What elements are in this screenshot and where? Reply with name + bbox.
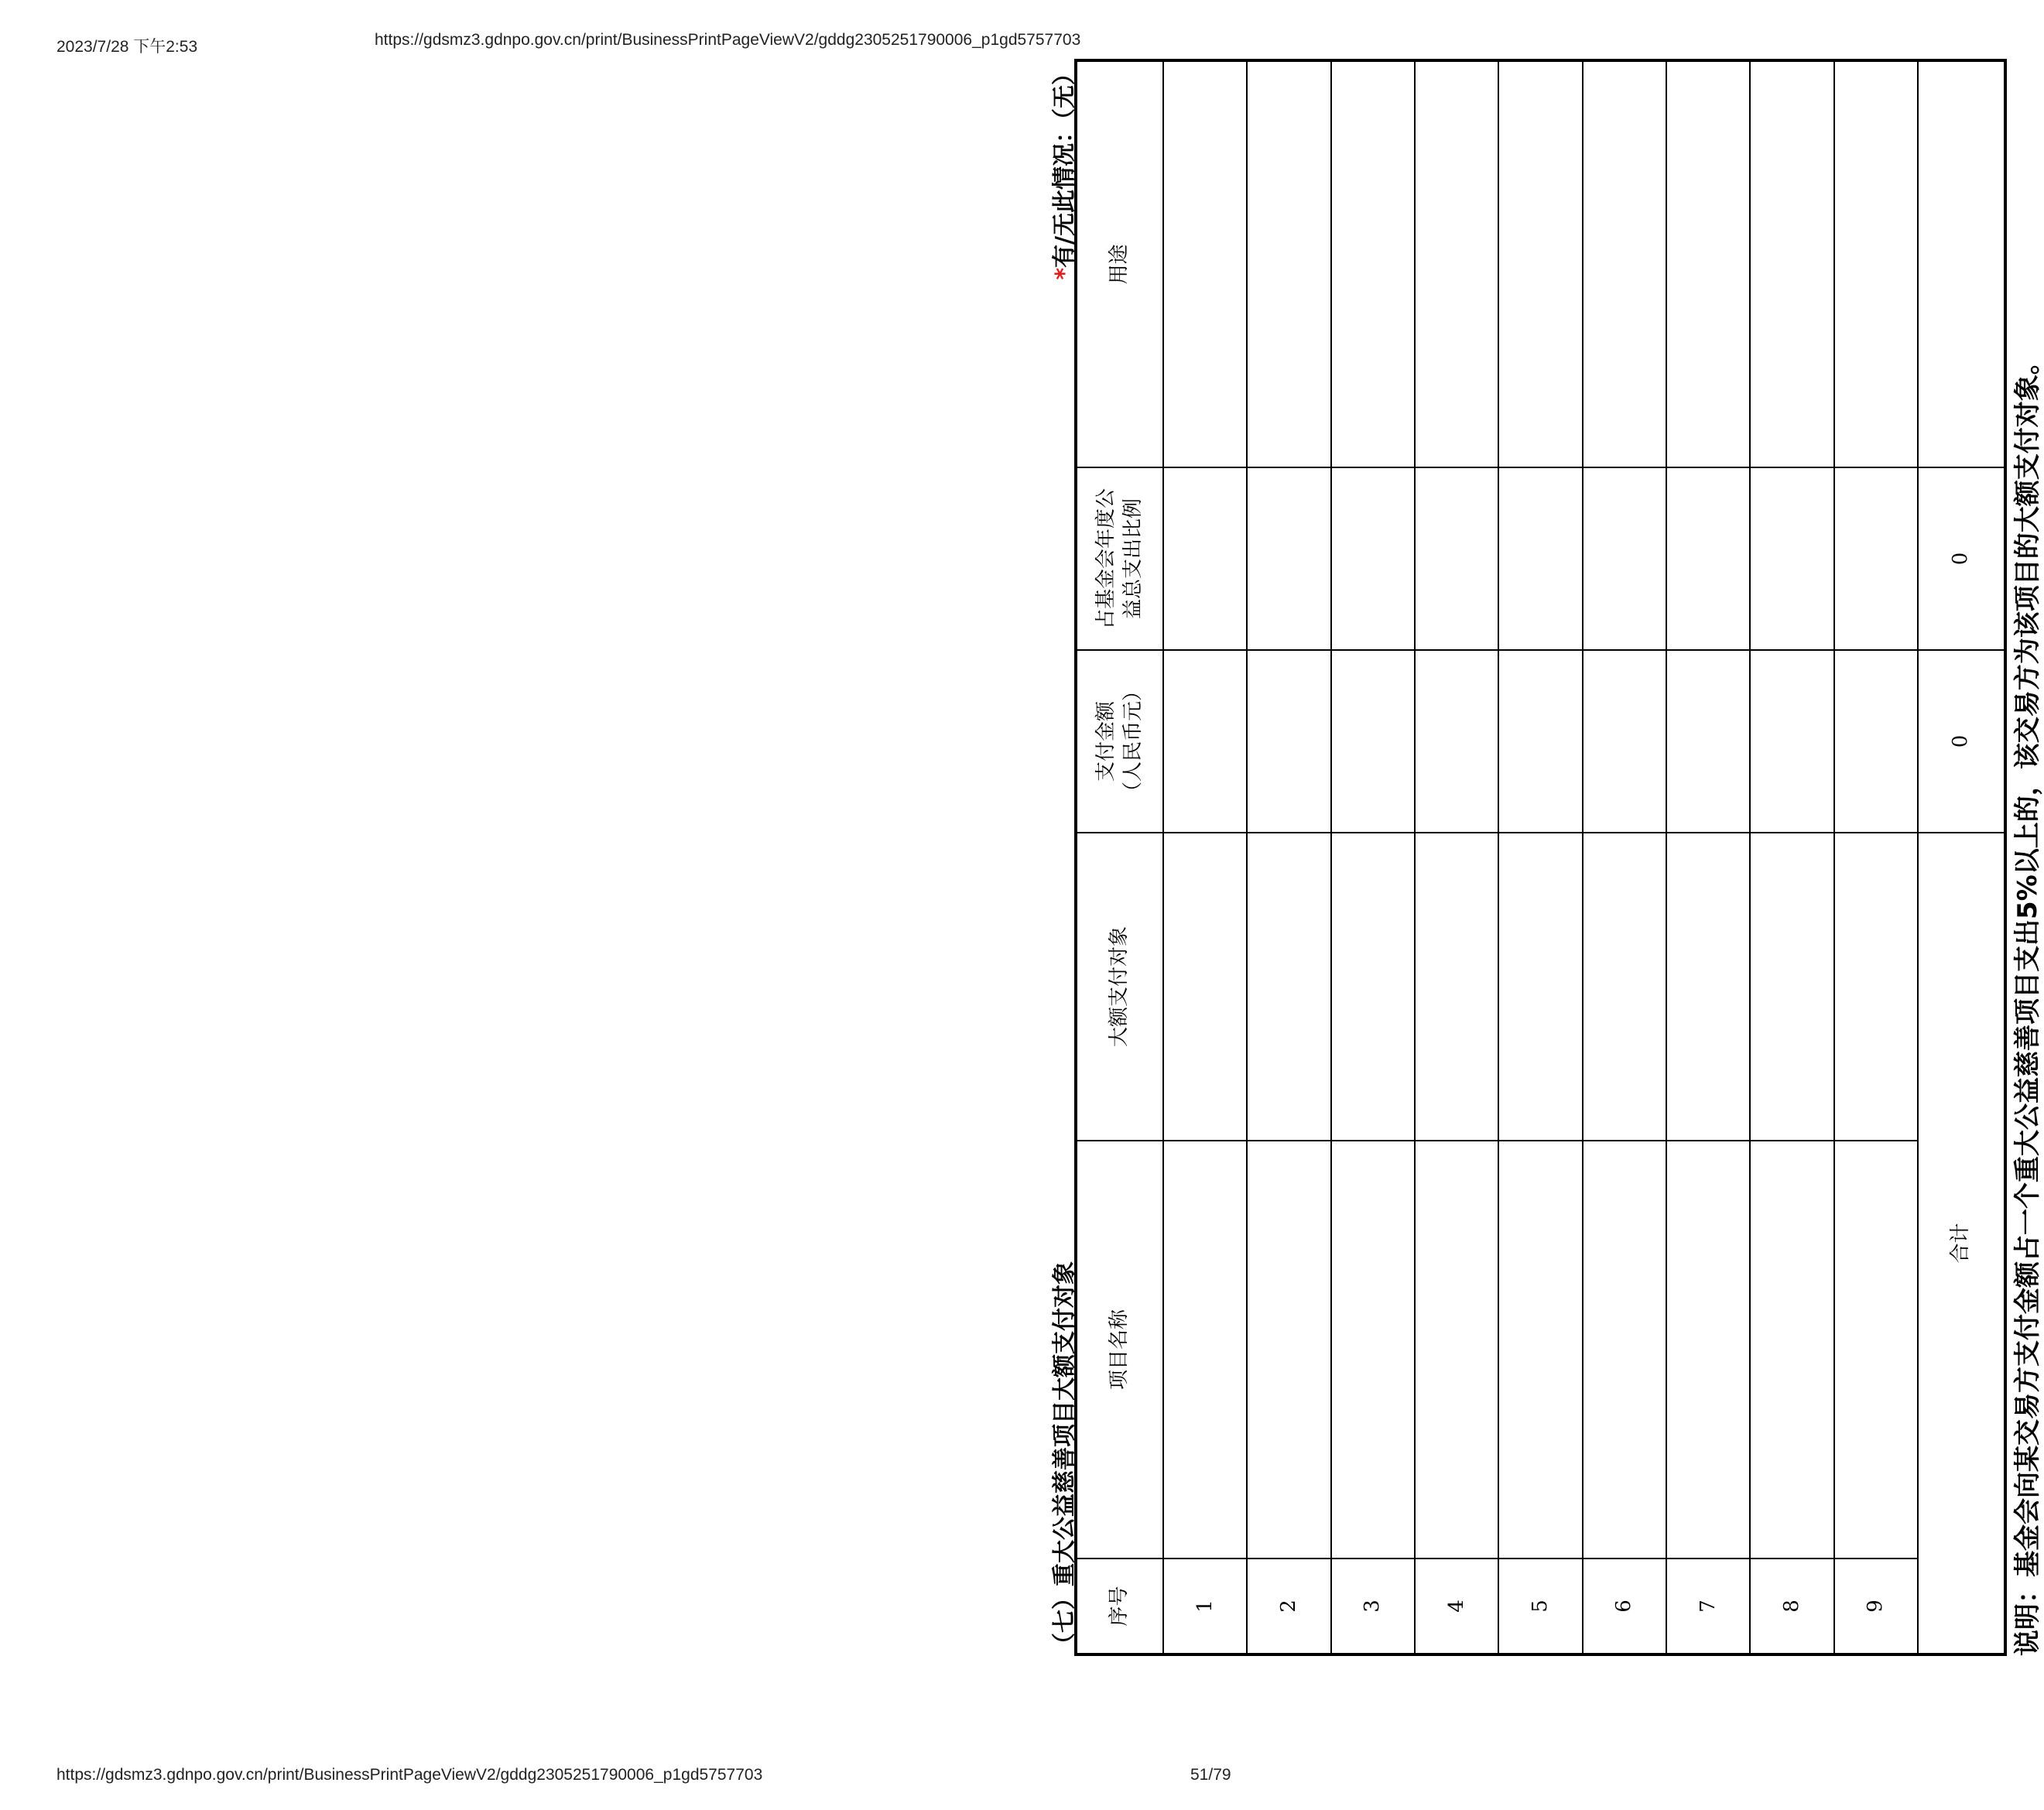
total-amount: 0 <box>1918 650 2005 833</box>
col-amount-header <box>1076 650 1163 833</box>
usage-cell <box>1666 60 1750 467</box>
project-cell <box>1834 1141 1918 1559</box>
table-header-row <box>1076 60 1163 1654</box>
ratio-cell <box>1666 467 1750 650</box>
payee-cell <box>1834 833 1918 1141</box>
payment-table <box>1074 59 2007 1656</box>
print-datetime: 2023/7/28 下午2:53 <box>56 38 198 56</box>
ratio-header-line1: 占基金会年度公 <box>1094 488 1118 630</box>
payee-cell <box>1498 833 1582 1141</box>
ratio-cell <box>1750 467 1833 650</box>
row-seq: 7 <box>1666 1559 1750 1654</box>
row-seq: 4 <box>1415 1559 1498 1654</box>
table-row <box>1750 60 1833 1654</box>
payee-cell <box>1415 833 1498 1141</box>
row-seq: 5 <box>1498 1559 1582 1654</box>
ratio-cell <box>1247 467 1330 650</box>
usage-cell <box>1498 60 1582 467</box>
table-row <box>1163 60 1247 1654</box>
table-row <box>1247 60 1330 1654</box>
payee-cell <box>1163 833 1247 1141</box>
usage-cell <box>1750 60 1833 467</box>
page-number: 51/79 <box>1190 1766 1231 1784</box>
ratio-cell <box>1583 467 1666 650</box>
ratio-cell <box>1834 467 1918 650</box>
table-row <box>1415 60 1498 1654</box>
rotated-section <box>1029 62 2043 1656</box>
payee-cell <box>1583 833 1666 1141</box>
row-seq: 3 <box>1331 1559 1415 1654</box>
payee-cell <box>1666 833 1750 1141</box>
row-seq: 2 <box>1247 1559 1330 1654</box>
project-cell <box>1247 1141 1330 1559</box>
project-cell <box>1415 1141 1498 1559</box>
amount-cell <box>1415 650 1498 833</box>
amount-cell <box>1834 650 1918 833</box>
table-row <box>1498 60 1582 1654</box>
total-row <box>1918 60 2005 1654</box>
amount-cell <box>1750 650 1833 833</box>
footer-url: https://gdsmz3.gdnpo.gov.cn/print/BusinessPrintPageViewV2/gddg2305251790006_p1gd5757703 <box>56 1766 763 1784</box>
amount-cell <box>1583 650 1666 833</box>
usage-cell <box>1583 60 1666 467</box>
amount-cell <box>1247 650 1330 833</box>
project-cell <box>1583 1141 1666 1559</box>
required-star: * <box>1051 267 1078 280</box>
total-label: 合计 <box>1918 833 2005 1654</box>
col-seq-header: 序号 <box>1076 1559 1163 1654</box>
amount-cell <box>1666 650 1750 833</box>
usage-cell <box>1415 60 1498 467</box>
amount-header-line1: 支付金额 <box>1094 701 1118 782</box>
ratio-cell <box>1331 467 1415 650</box>
usage-cell <box>1163 60 1247 467</box>
header-url: https://gdsmz3.gdnpo.gov.cn/print/BusinessPrintPageViewV2/gddg2305251790006_p1gd5757703 <box>375 31 1081 49</box>
row-seq: 1 <box>1163 1559 1247 1654</box>
section-title: （七）重大公益慈善项目大额支付对象 <box>1051 1261 1078 1656</box>
table-row <box>1666 60 1750 1654</box>
usage-cell <box>1834 60 1918 467</box>
usage-cell <box>1331 60 1415 467</box>
col-ratio-header <box>1076 467 1163 650</box>
amount-cell <box>1498 650 1582 833</box>
row-seq: 9 <box>1834 1559 1918 1654</box>
payee-cell <box>1331 833 1415 1141</box>
col-project-header: 项目名称 <box>1076 1141 1163 1559</box>
project-cell <box>1331 1141 1415 1559</box>
total-ratio: 0 <box>1918 467 2005 650</box>
ratio-cell <box>1498 467 1582 650</box>
ratio-cell <box>1415 467 1498 650</box>
usage-cell <box>1247 60 1330 467</box>
payee-cell <box>1750 833 1833 1141</box>
col-usage-header: 用途 <box>1076 60 1163 467</box>
project-cell <box>1666 1141 1750 1559</box>
project-cell <box>1163 1141 1247 1559</box>
row-seq: 6 <box>1583 1559 1666 1654</box>
total-usage <box>1918 60 2005 467</box>
table-row <box>1583 60 1666 1654</box>
amount-header-line2: （人民币元） <box>1121 681 1145 802</box>
amount-cell <box>1331 650 1415 833</box>
col-payee-header: 大额支付对象 <box>1076 833 1163 1141</box>
project-cell <box>1750 1141 1833 1559</box>
explanation-note: 说明：基金会向某交易方支付金额占一个重大公益慈善项目支出5%以上的，该交易方为该项目的大额支付对象。 <box>2012 348 2043 1656</box>
ratio-header-line2: 益总支出比例 <box>1121 498 1145 620</box>
project-cell <box>1498 1141 1582 1559</box>
table-row <box>1331 60 1415 1654</box>
ratio-cell <box>1163 467 1247 650</box>
flag-text: 有/无此情况：（无） <box>1051 62 1078 268</box>
table-row <box>1834 60 1918 1654</box>
payee-cell <box>1247 833 1330 1141</box>
row-seq: 8 <box>1750 1559 1833 1654</box>
amount-cell <box>1163 650 1247 833</box>
